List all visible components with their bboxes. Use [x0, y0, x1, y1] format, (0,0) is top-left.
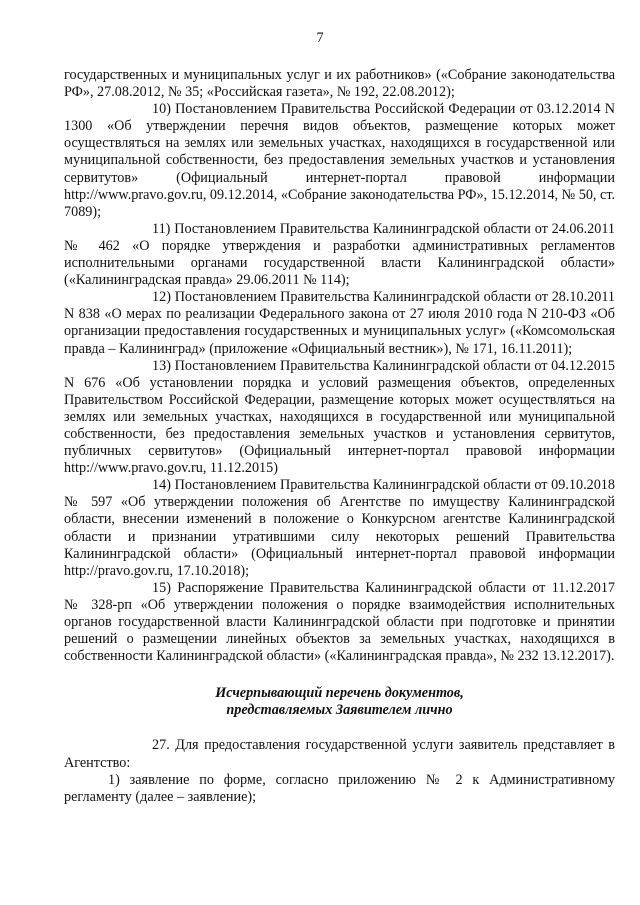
paragraph-number: 27. — [152, 737, 170, 754]
list-item-number: 13) — [152, 357, 171, 374]
list-item-11 — [64, 221, 615, 289]
list-item-text: Постановлением Правительства Российской Федерации от 03.12.2014 N 1300 «Об утверждении перечня видов объектов, размещение которых может осуществляться на землях или земельных участках, находящихся в государственной или муниципальной собственности, без предоставления земельных участков и установления сервитутов» (Официальный интернет-портал правовой информации http://www.pravo.gov.ru, 09.12.2014, «Собрание законодательства РФ», 15.12.2014, № 50, ст. 7089); — [64, 101, 615, 220]
list-item-15 — [64, 580, 615, 665]
list-item-13 — [64, 358, 615, 478]
list-item-text: Постановлением Правительства Калининградской области от 09.10.2018 № 597 «Об утверждении положения об Агентстве по имуществу Калининградской области, внесении изменений в положение о Конкурсном агентстве Калининградской области и признании утратившими силу некоторых решений Правительства Калининградской области» (Официальный интернет-портал правовой информации http://pravo.gov.ru, 17.10.2018); — [64, 477, 615, 579]
list-item-text: Постановлением Правительства Калининградской области от 28.10.2011 N 838 «О мерах по реализации Федерального закона от 27 июля 2010 года N 210-ФЗ «Об организации предоставления государственных и муниципальных услуг» («Комсомольская правда – Калининград» (приложение «Официальный вестник»), № 171, 16.11.2011); — [64, 289, 616, 357]
list-item-text: Распоряжение Правительства Калининградской области от 11.12.2017 № 328-рп «Об утверждении положения о порядке взаимодействия исполнительных органов государственной власти Калининградской области при подготовке и принятии решений о размещении линейных объектов за земельных участках, находящихся в собственности Калининградской области» («Калининградская правда», № 232 13.12.2017). — [64, 579, 616, 665]
section-heading-line-2: представляемых Заявителем лично — [226, 702, 453, 719]
section-heading — [64, 685, 615, 719]
page-number: 7 — [316, 30, 324, 46]
list-item-number: 14) — [152, 477, 171, 494]
list-item-number: 15) — [152, 579, 171, 596]
subitem-1: 1) заявление по форме, согласно приложению № 2 к Административному регламенту (далее – заявление); — [64, 771, 615, 805]
list-item-number: 12) — [152, 289, 171, 306]
continuation-paragraph: государственных и муниципальных услуг и их работников» («Собрание законодательства РФ», 27.08.2012, № 35; «Российская газета», № 192, 22.08.2012); — [64, 67, 615, 101]
list-item-number: 10) — [152, 101, 171, 118]
list-item-number: 11) — [152, 220, 171, 237]
paragraph-text: Для предоставления государственной услуги заявитель представляет в Агентство: — [64, 737, 615, 771]
paragraph-27 — [64, 737, 615, 771]
list-item-10 — [64, 101, 615, 221]
list-item-14 — [64, 477, 615, 580]
section-heading-line-1: Исчерпывающий перечень документов, — [215, 685, 464, 702]
list-item-text: Постановлением Правительства Калининградской области от 24.06.2011 № 462 «О порядке утверждения и разработки административных регламентов исполнительными органами государственной власти Калининградской области» («Калининградская правда» 29.06.2011 № 114); — [64, 220, 615, 289]
document-body — [64, 67, 615, 806]
list-item-12 — [64, 289, 615, 357]
list-item-text: Постановлением Правительства Калининградской области от 04.12.2015 N 676 «Об установлении порядка и условий размещения объектов, определенных Правительством Российской Федерации, размещение которых может осуществляться на землях или земельных участках, находящихся в государственной или муниципальной собственности, без предоставления земельных участков и установления сервитутов, публичных сервитутов» (Официальный интернет-портал правовой информации http://www.pravo.gov.ru, 11.12.2015) — [64, 357, 615, 477]
